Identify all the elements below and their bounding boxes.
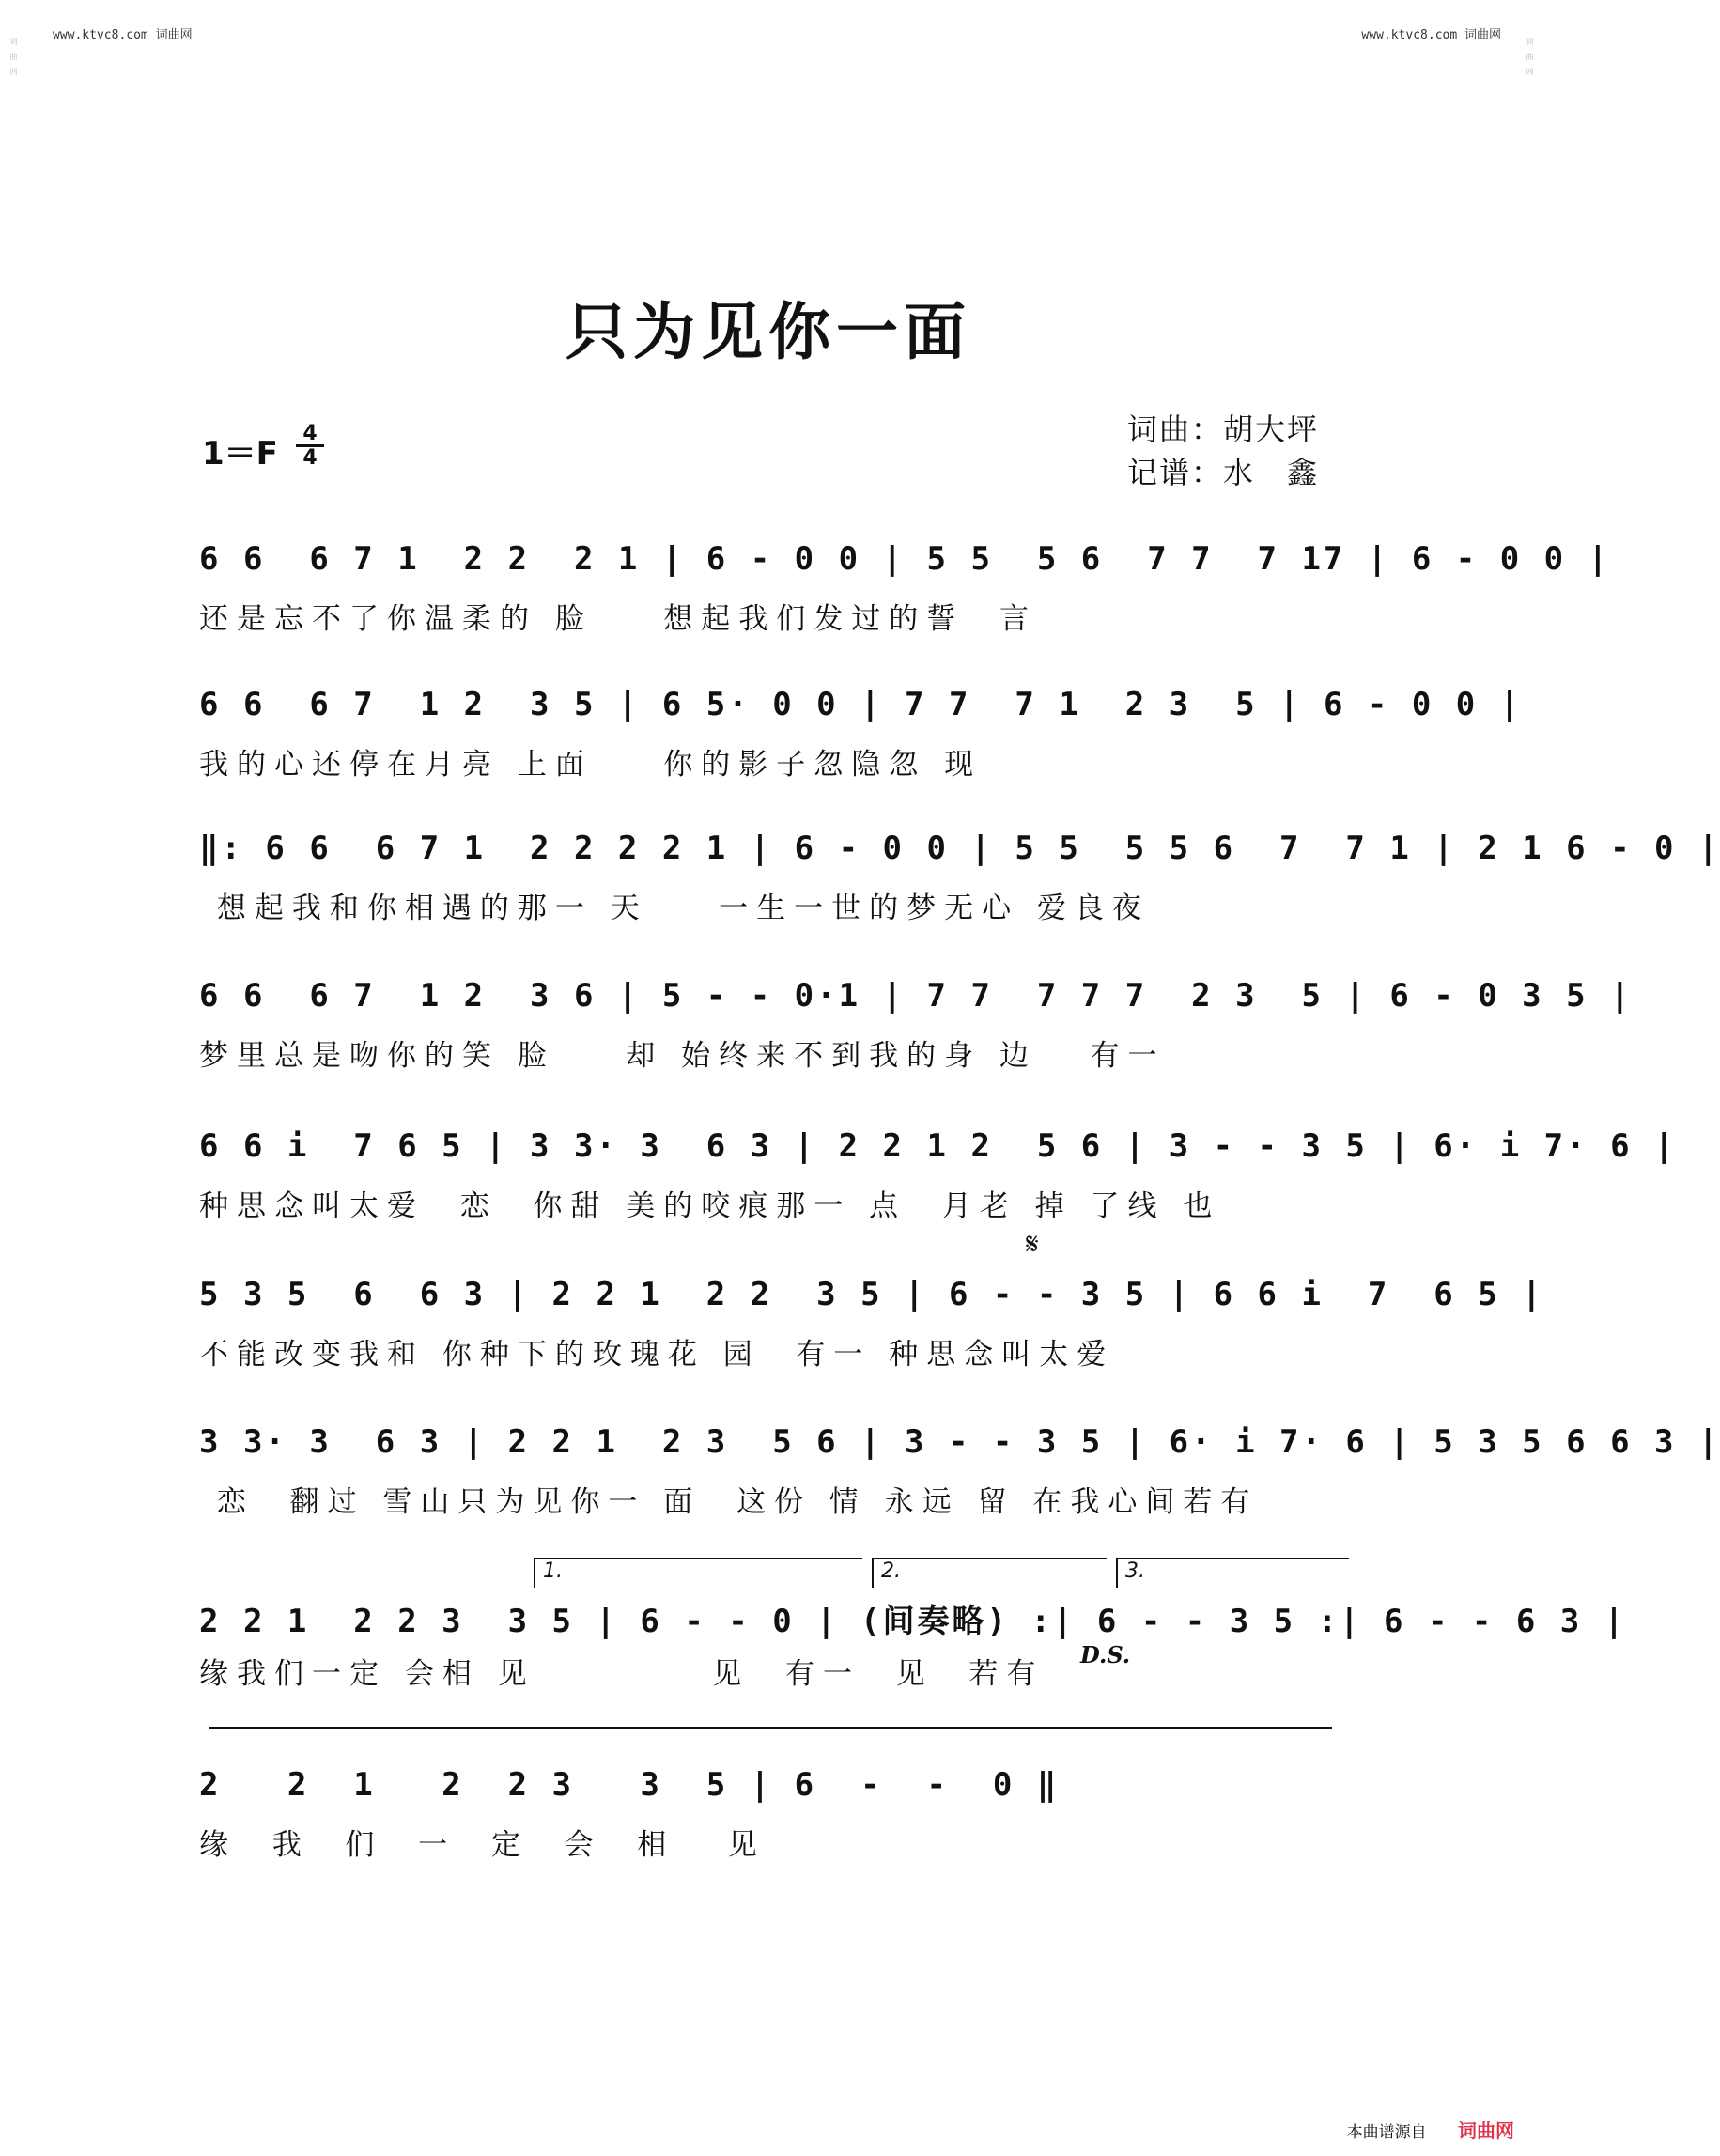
notes-line: 6 6 i 7 6 5 | 3 3· 3 6 3 | 2 2 1 2 5 6 | 3 - - 3 5 | 6· i 7· 6 | xyxy=(199,1127,1677,1165)
notes-line: 6 6 6 7 1 2 2 2 1 | 6 - 0 0 | 5 5 5 6 7 7 7 17 | 6 - 0 0 | xyxy=(199,540,1611,578)
third-ending: 3. xyxy=(1116,1558,1349,1588)
source-label: 本曲谱源自 xyxy=(1346,2123,1427,2142)
edge-watermark-left: 词曲网 xyxy=(9,38,18,83)
lyrics-line: 梦里总是吻你的笑 脸 却 始终来不到我的身 边 有一 xyxy=(199,1039,1166,1073)
lyrics-line: 缘 我 们 一 定 会 相 见 xyxy=(199,1828,766,1862)
notes-line: 3 3· 3 6 3 | 2 2 1 2 3 5 6 | 3 - - 3 5 | 6· i 7· 6 | 5 3 5 6 6 3 | xyxy=(199,1423,1720,1461)
first-ending: 1. xyxy=(534,1558,862,1588)
notes-line: 2 2 1 2 2 3 3 5 | 6 - - 0 | (间奏略) :| 6 - - 3 5 :| 6 - - 6 3 | xyxy=(199,1603,1627,1640)
song-title: 只为见你一面 xyxy=(566,296,971,368)
lyrics-line: 缘我们一定 会相 见 见 有一 见 若有 xyxy=(199,1657,1045,1691)
lyrics-line: 我的心还停在月亮 上面 你的影子忽隐忽 现 xyxy=(199,748,983,782)
edge-watermark-right: 词曲网 xyxy=(1526,38,1534,83)
lyrics-line: 恋 翻过 雪山只为见你一 面 这份 情 永远 留 在我心间若有 xyxy=(199,1485,1259,1519)
final-line-bracket xyxy=(209,1727,1332,1729)
source-site[interactable]: 词曲网 xyxy=(1458,2119,1514,2142)
ds-marker: D.S. xyxy=(1080,1641,1131,1668)
segno-sign: 𝄋 xyxy=(1026,1226,1039,1262)
notes-line: ‖: 6 6 6 7 1 2 2 2 2 1 | 6 - 0 0 | 5 5 5 5 6 7 7 1 | 2 1 6 - 0 | xyxy=(199,830,1720,867)
lyrics-line: 不能改变我和 你种下的玫瑰花 园 有一 种思念叫太爱 xyxy=(199,1338,1115,1372)
meter-top: 4 xyxy=(302,422,318,445)
notes-line: 2 2 1 2 2 3 3 5 | 6 - - 0 ‖ xyxy=(199,1766,1060,1804)
key-signature: 1＝F xyxy=(202,435,278,473)
credit-transcriber: 记谱：水 鑫 xyxy=(1127,455,1320,490)
lyrics-line: 想起我和你相遇的那一 天 一生一世的梦无心 爱良夜 xyxy=(199,892,1150,925)
second-ending: 2. xyxy=(872,1558,1107,1588)
watermark-left: www.ktvc8.com 词曲网 xyxy=(53,28,193,42)
watermark-right: www.ktvc8.com 词曲网 xyxy=(1361,28,1501,42)
time-signature xyxy=(296,423,324,469)
meter-bottom: 4 xyxy=(296,444,324,469)
lyrics-line: 还是忘不了你温柔的 脸 想起我们发过的誓 言 xyxy=(199,602,1037,636)
notes-line: 5 3 5 6 6 3 | 2 2 1 2 2 3 5 | 6 - - 3 5 | 6 6 i 7 6 5 | xyxy=(199,1276,1544,1313)
source-footer xyxy=(1347,2116,1514,2143)
notes-line: 6 6 6 7 1 2 3 5 | 6 5· 0 0 | 7 7 7 1 2 3 5 | 6 - 0 0 | xyxy=(199,686,1523,723)
lyrics-line: 种思念叫太爱 恋 你甜 美的咬痕那一 点 月老 掉 了线 也 xyxy=(199,1189,1221,1223)
credit-lyricist: 词曲：胡大坪 xyxy=(1127,411,1320,447)
notes-line: 6 6 6 7 1 2 3 6 | 5 - - 0·1 | 7 7 7 7 7 2 3 5 | 6 - 0 3 5 | xyxy=(199,977,1633,1015)
